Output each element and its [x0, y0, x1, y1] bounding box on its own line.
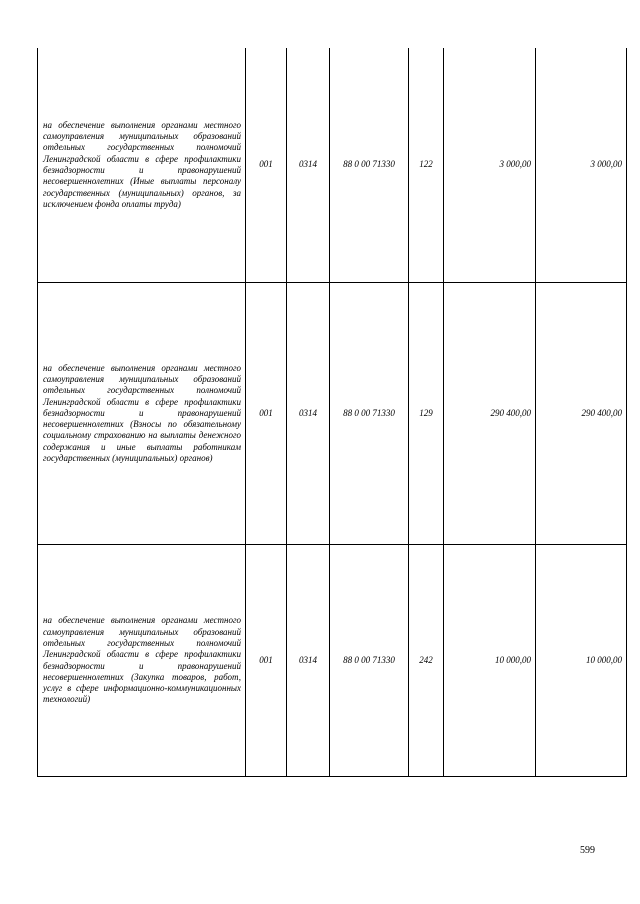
- amount-1: 10 000,00: [444, 545, 536, 777]
- target-code: 88 0 00 71330: [330, 545, 409, 777]
- row-description: на обеспечение выполнения органами местного самоуправления муниципальных образований отдельных государственных полномочий Ленинградской области в сфере профилактики безнадзорности и правонарушений несовершеннолетних (Взносы по обязательному социальному страхованию на выплаты денежного содержания и иные выплаты работникам государственных (муниципальных) органов): [38, 283, 246, 545]
- row-description: на обеспечение выполнения органами местного самоуправления муниципальных образований отдельных государственных полномочий Ленинградской области в сфере профилактики безнадзорности и правонарушений несовершеннолетних (Иные выплаты персоналу государственных (муниципальных) органов, за исключением фонда оплаты труда): [38, 48, 246, 283]
- amount-2: 290 400,00: [536, 283, 627, 545]
- ministry-code: 001: [246, 48, 287, 283]
- expense-type-code: 122: [409, 48, 444, 283]
- section-code: 0314: [287, 283, 330, 545]
- amount-1: 290 400,00: [444, 283, 536, 545]
- ministry-code: 001: [246, 545, 287, 777]
- table-row: [38, 48, 627, 283]
- row-description: на обеспечение выполнения органами местного самоуправления муниципальных образований отдельных государственных полномочий Ленинградской области в сфере профилактики безнадзорности и правонарушений несовершеннолетних (Закупка товаров, работ, услуг в сфере информационно-коммуникационных технологий): [38, 545, 246, 777]
- page-number: 599: [580, 845, 595, 856]
- budget-table: [37, 48, 627, 777]
- amount-2: 10 000,00: [536, 545, 627, 777]
- target-code: 88 0 00 71330: [330, 283, 409, 545]
- expense-type-code: 242: [409, 545, 444, 777]
- amount-2: 3 000,00: [536, 48, 627, 283]
- target-code: 88 0 00 71330: [330, 48, 409, 283]
- table-row: [38, 545, 627, 777]
- section-code: 0314: [287, 48, 330, 283]
- ministry-code: 001: [246, 283, 287, 545]
- table-row: [38, 283, 627, 545]
- expense-type-code: 129: [409, 283, 444, 545]
- amount-1: 3 000,00: [444, 48, 536, 283]
- section-code: 0314: [287, 545, 330, 777]
